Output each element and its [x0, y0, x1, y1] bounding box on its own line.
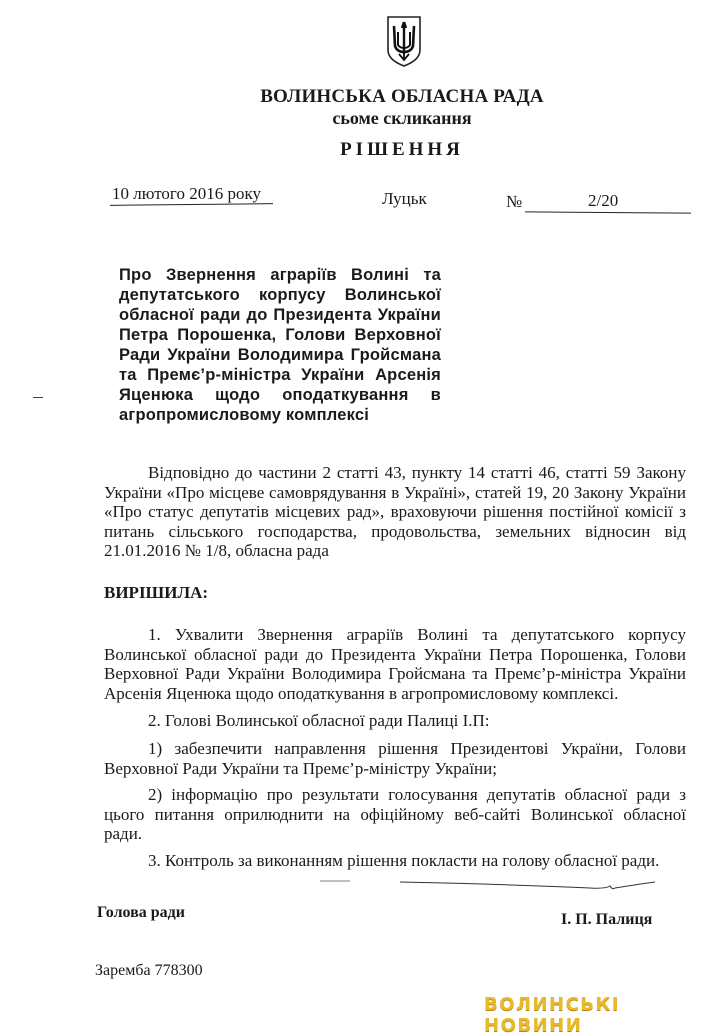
signatory-position: Голова ради	[97, 904, 185, 921]
margin-mark	[33, 397, 43, 398]
item-1-text: 1. Ухвалити Звернення аграріїв Волині та депутатського корпусу Волинської обласної ради до Президента України Петра Порошенка, Голови Верховної Ради України Володимира Гройсмана та Премє’р-міністра України Арсенія Яценюка щодо оподаткування в агропромисловому комплексі.	[104, 625, 686, 703]
signatory-name: І. П. Палиця	[561, 911, 653, 928]
council-name: ВОЛИНСЬКА ОБЛАСНА РАДА	[260, 86, 544, 107]
item-1	[104, 625, 686, 703]
item-3	[104, 851, 686, 871]
resolved-heading: ВИРІШИЛА:	[104, 583, 209, 602]
item-2	[104, 711, 686, 731]
watermark-logo: ВОЛИНСЬКІ НОВИНИ	[484, 994, 620, 1036]
item-2-text: 2. Голові Волинської обласної ради Палиці І.П:	[148, 711, 490, 730]
item-2-2	[104, 785, 686, 844]
decision-number: 2/20	[588, 191, 619, 210]
coat-of-arms-icon	[385, 14, 423, 68]
decision-city: Луцьк	[382, 189, 427, 208]
executor-contact: Заремба 778300	[95, 962, 203, 979]
item-2-1-text: 1) забезпечити направлення рішення Президентові України, Голови Верховної Ради України та Премє’р-міністру України;	[104, 739, 686, 778]
legal-basis-paragraph	[104, 463, 686, 561]
item-3-text: 3. Контроль за виконанням рішення покласти на голову обласної ради.	[148, 851, 660, 870]
document-type: РІШЕННЯ	[340, 139, 464, 160]
decision-subject: Про Звернення аграріїв Волині та депутатського корпусу Волинської обласної ради до Президента України Петра Порошенка, Голови Верховної Ради України Володимира Гройсмана та Премє’р-міністра України Арсенія Яценюка щодо оподаткування в агропромисловому комплексі	[119, 266, 441, 424]
number-underline	[525, 211, 691, 213]
item-2-1	[104, 739, 686, 778]
legal-basis-text: Відповідно до частини 2 статті 43, пункту 14 статті 46, статті 59 Закону України «Про місцеве самоврядування в Україні», статей 19, 20 Закону України «Про статус депутатів місцевих рад», враховуючи рішення постійної комісії з питань сільського господарства, продовольства, земельних відносин від 21.01.2016 № 1/8, обласна рада	[104, 463, 686, 560]
signature-stroke	[320, 876, 660, 896]
decision-date: 10 лютого 2016 року	[112, 184, 261, 203]
item-2-2-text: 2) інформацію про результати голосування депутатів обласної ради з цього питання оприлюднити на офіційному веб-сайті Волинської обласної ради.	[104, 785, 686, 843]
convocation: сьоме скликання	[332, 108, 472, 128]
number-label: №	[506, 192, 523, 211]
